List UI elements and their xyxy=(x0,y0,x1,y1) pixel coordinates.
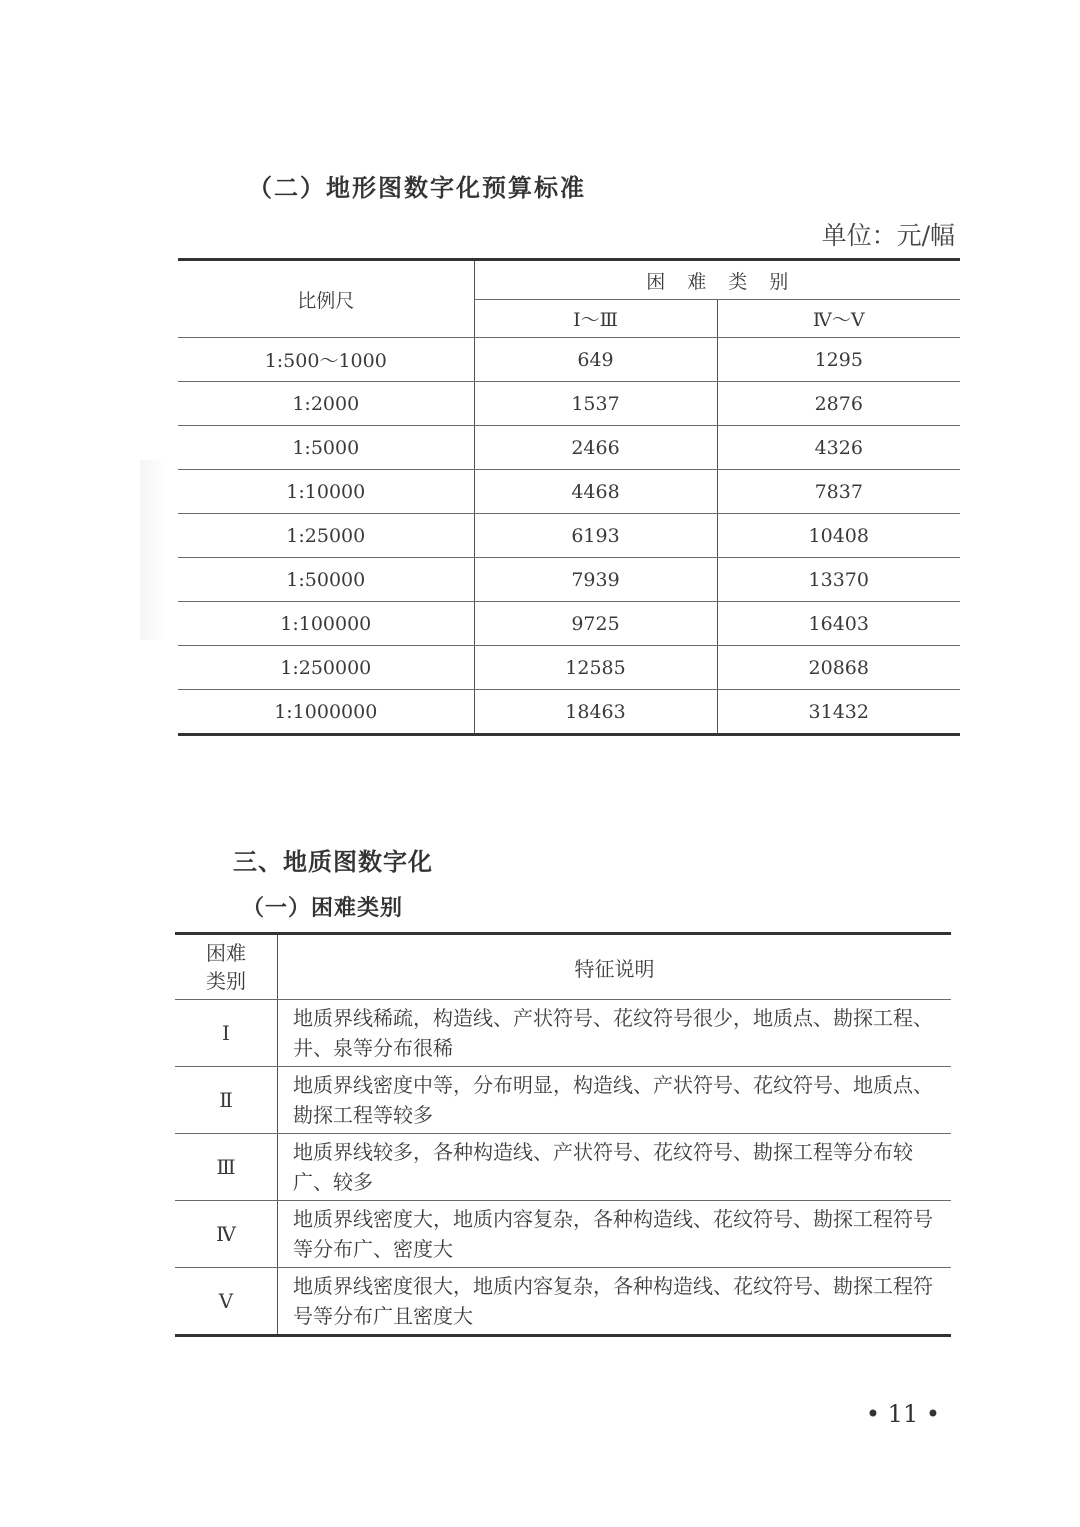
scale-cell: 1:5000 xyxy=(178,426,474,470)
header-difficulty xyxy=(474,260,960,300)
table-row xyxy=(178,338,960,382)
description-cell: 地质界线较多，各种构造线、产状符号、花纹符号、勘探工程等分布较广、较多 xyxy=(278,1134,952,1201)
value-cell-1: 7939 xyxy=(474,558,717,602)
value-cell-1: 6193 xyxy=(474,514,717,558)
table-row xyxy=(175,1201,951,1268)
value-cell-2: 2876 xyxy=(717,382,960,426)
scale-cell: 1:50000 xyxy=(178,558,474,602)
scan-shadow xyxy=(140,460,166,640)
budget-table xyxy=(178,258,960,736)
table-row xyxy=(178,690,960,735)
value-cell-2: 20868 xyxy=(717,646,960,690)
budget-table-header-row xyxy=(178,260,960,300)
table-row xyxy=(175,1000,951,1067)
value-cell-1: 18463 xyxy=(474,690,717,735)
difficulty-table xyxy=(175,932,951,1337)
table-row xyxy=(175,1134,951,1201)
value-cell-1: 9725 xyxy=(474,602,717,646)
scale-cell: 1:100000 xyxy=(178,602,474,646)
category-cell: Ⅲ xyxy=(175,1134,278,1201)
table-row xyxy=(178,558,960,602)
value-cell-1: 1537 xyxy=(474,382,717,426)
header-category xyxy=(175,934,278,1000)
header-category-line2: 类别 xyxy=(206,969,246,993)
section-3-subtitle: （一）困难类别 xyxy=(242,896,404,921)
header-description: 特征说明 xyxy=(278,934,952,1000)
header-category-line1: 困难 xyxy=(206,941,246,965)
table-row xyxy=(178,426,960,470)
scale-cell: 1:1000000 xyxy=(178,690,474,735)
value-cell-1: 2466 xyxy=(474,426,717,470)
category-cell: Ⅳ xyxy=(175,1201,278,1268)
section-title: （二）地形图数字化预算标准 xyxy=(248,174,586,202)
table-row xyxy=(175,1268,951,1336)
scale-cell: 1:10000 xyxy=(178,470,474,514)
description-cell: 地质界线密度很大，地质内容复杂，各种构造线、花纹符号、勘探工程符号等分布广且密度大 xyxy=(278,1268,952,1336)
header-scale: 比例尺 xyxy=(178,260,474,338)
category-cell: Ⅱ xyxy=(175,1067,278,1134)
header-col-2: Ⅳ～Ⅴ xyxy=(717,300,960,338)
category-cell: Ⅴ xyxy=(175,1268,278,1336)
page-number: • 11 • xyxy=(865,1400,940,1428)
scale-cell: 1:500～1000 xyxy=(178,338,474,382)
scale-cell: 1:25000 xyxy=(178,514,474,558)
header-difficulty-text: 困难类别 xyxy=(646,270,811,293)
budget-table-body xyxy=(178,338,960,735)
description-cell: 地质界线密度中等，分布明显，构造线、产状符号、花纹符号、地质点、勘探工程等较多 xyxy=(278,1067,952,1134)
value-cell-2: 16403 xyxy=(717,602,960,646)
description-cell: 地质界线密度大，地质内容复杂，各种构造线、花纹符号、勘探工程符号等分布广、密度大 xyxy=(278,1201,952,1268)
value-cell-1: 4468 xyxy=(474,470,717,514)
table-row xyxy=(178,470,960,514)
unit-label: 单位：元/幅 xyxy=(821,221,955,250)
value-cell-1: 12585 xyxy=(474,646,717,690)
value-cell-2: 4326 xyxy=(717,426,960,470)
value-cell-2: 13370 xyxy=(717,558,960,602)
scale-cell: 1:250000 xyxy=(178,646,474,690)
value-cell-2: 31432 xyxy=(717,690,960,735)
section-3-title: 三、地质图数字化 xyxy=(233,848,433,876)
description-cell: 地质界线稀疏，构造线、产状符号、花纹符号很少，地质点、勘探工程、井、泉等分布很稀 xyxy=(278,1000,952,1067)
difficulty-table-body xyxy=(175,1000,951,1336)
table-row xyxy=(175,1067,951,1134)
value-cell-2: 10408 xyxy=(717,514,960,558)
category-cell: Ⅰ xyxy=(175,1000,278,1067)
value-cell-2: 7837 xyxy=(717,470,960,514)
scale-cell: 1:2000 xyxy=(178,382,474,426)
value-cell-2: 1295 xyxy=(717,338,960,382)
difficulty-table-header-row xyxy=(175,934,951,1000)
table-row xyxy=(178,382,960,426)
table-row xyxy=(178,602,960,646)
table-row xyxy=(178,514,960,558)
table-row xyxy=(178,646,960,690)
header-col-1: Ⅰ～Ⅲ xyxy=(474,300,717,338)
value-cell-1: 649 xyxy=(474,338,717,382)
